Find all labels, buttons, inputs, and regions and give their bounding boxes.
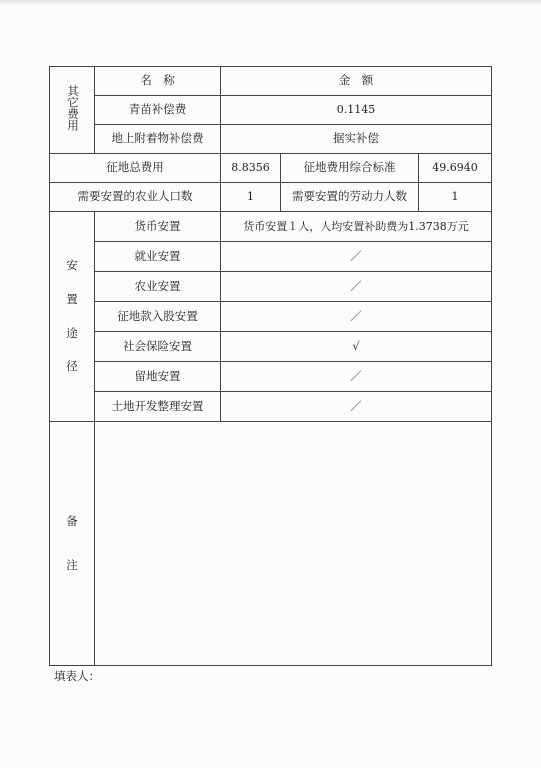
agri-population-value: 1 (221, 183, 281, 212)
population-row (50, 183, 492, 212)
resettlement-label-char: 置 (66, 291, 78, 306)
resettlement-label-char: 安 (66, 257, 78, 272)
remarks-row (50, 422, 492, 666)
resettlement-label-char: 径 (66, 359, 78, 374)
fee-name-cell: 地上附着物补偿费 (95, 125, 221, 154)
standard-value: 49.6940 (419, 154, 492, 183)
resettlement-method-name: 留地安置 (95, 362, 221, 392)
not-applicable-mark: ／ (221, 362, 492, 392)
not-applicable-mark: ／ (221, 392, 492, 422)
resettlement-row (50, 392, 492, 422)
not-applicable-mark: ／ (221, 272, 492, 302)
remarks-content (95, 422, 492, 666)
resettlement-method-value: 货币安置１人，人均安置补助费为1.3738万元 (221, 212, 492, 242)
resettlement-method-name: 社会保险安置 (95, 332, 221, 362)
agri-population-label: 需要安置的农业人口数 (50, 183, 221, 212)
land-requisition-form-table (49, 66, 492, 666)
total-fee-value: 8.8356 (221, 154, 281, 183)
other-fees-row (50, 96, 492, 125)
resettlement-method-name: 征地款入股安置 (95, 302, 221, 332)
resettlement-method-name: 土地开发整理安置 (95, 392, 221, 422)
header-amount-cell: 金 额 (221, 67, 492, 96)
other-fees-label-text: 其它费用 (66, 85, 80, 132)
labor-count-value: 1 (419, 183, 492, 212)
labor-count-label: 需要安置的劳动力人数 (281, 183, 419, 212)
resettlement-row (50, 272, 492, 302)
fee-amount-cell: 据实补偿 (221, 125, 492, 154)
checkmark-icon: √ (221, 332, 492, 362)
totals-row (50, 154, 492, 183)
resettlement-row (50, 332, 492, 362)
other-fees-row (50, 125, 492, 154)
resettlement-row (50, 302, 492, 332)
resettlement-method-name: 货币安置 (95, 212, 221, 242)
remarks-label-char: 注 (66, 557, 78, 572)
not-applicable-mark: ／ (221, 242, 492, 272)
remarks-label (50, 422, 95, 666)
resettlement-label-char: 途 (66, 325, 78, 340)
remarks-label-char: 备 (66, 513, 78, 528)
resettlement-method-name: 农业安置 (95, 272, 221, 302)
scan-edge (0, 0, 541, 6)
fee-amount-cell: 0.1145 (221, 96, 492, 125)
header-name-cell: 名 称 (95, 67, 221, 96)
standard-label: 征地费用综合标准 (281, 154, 419, 183)
fee-name-cell: 青苗补偿费 (95, 96, 221, 125)
resettlement-row (50, 212, 492, 242)
other-fees-header-row (50, 67, 492, 96)
resettlement-row (50, 242, 492, 272)
resettlement-section-label (50, 212, 95, 422)
other-fees-section-label (50, 67, 95, 154)
not-applicable-mark: ／ (221, 302, 492, 332)
form-filler-label: 填表人： (54, 669, 100, 683)
total-fee-label: 征地总费用 (50, 154, 221, 183)
resettlement-row (50, 362, 492, 392)
resettlement-method-name: 就业安置 (95, 242, 221, 272)
